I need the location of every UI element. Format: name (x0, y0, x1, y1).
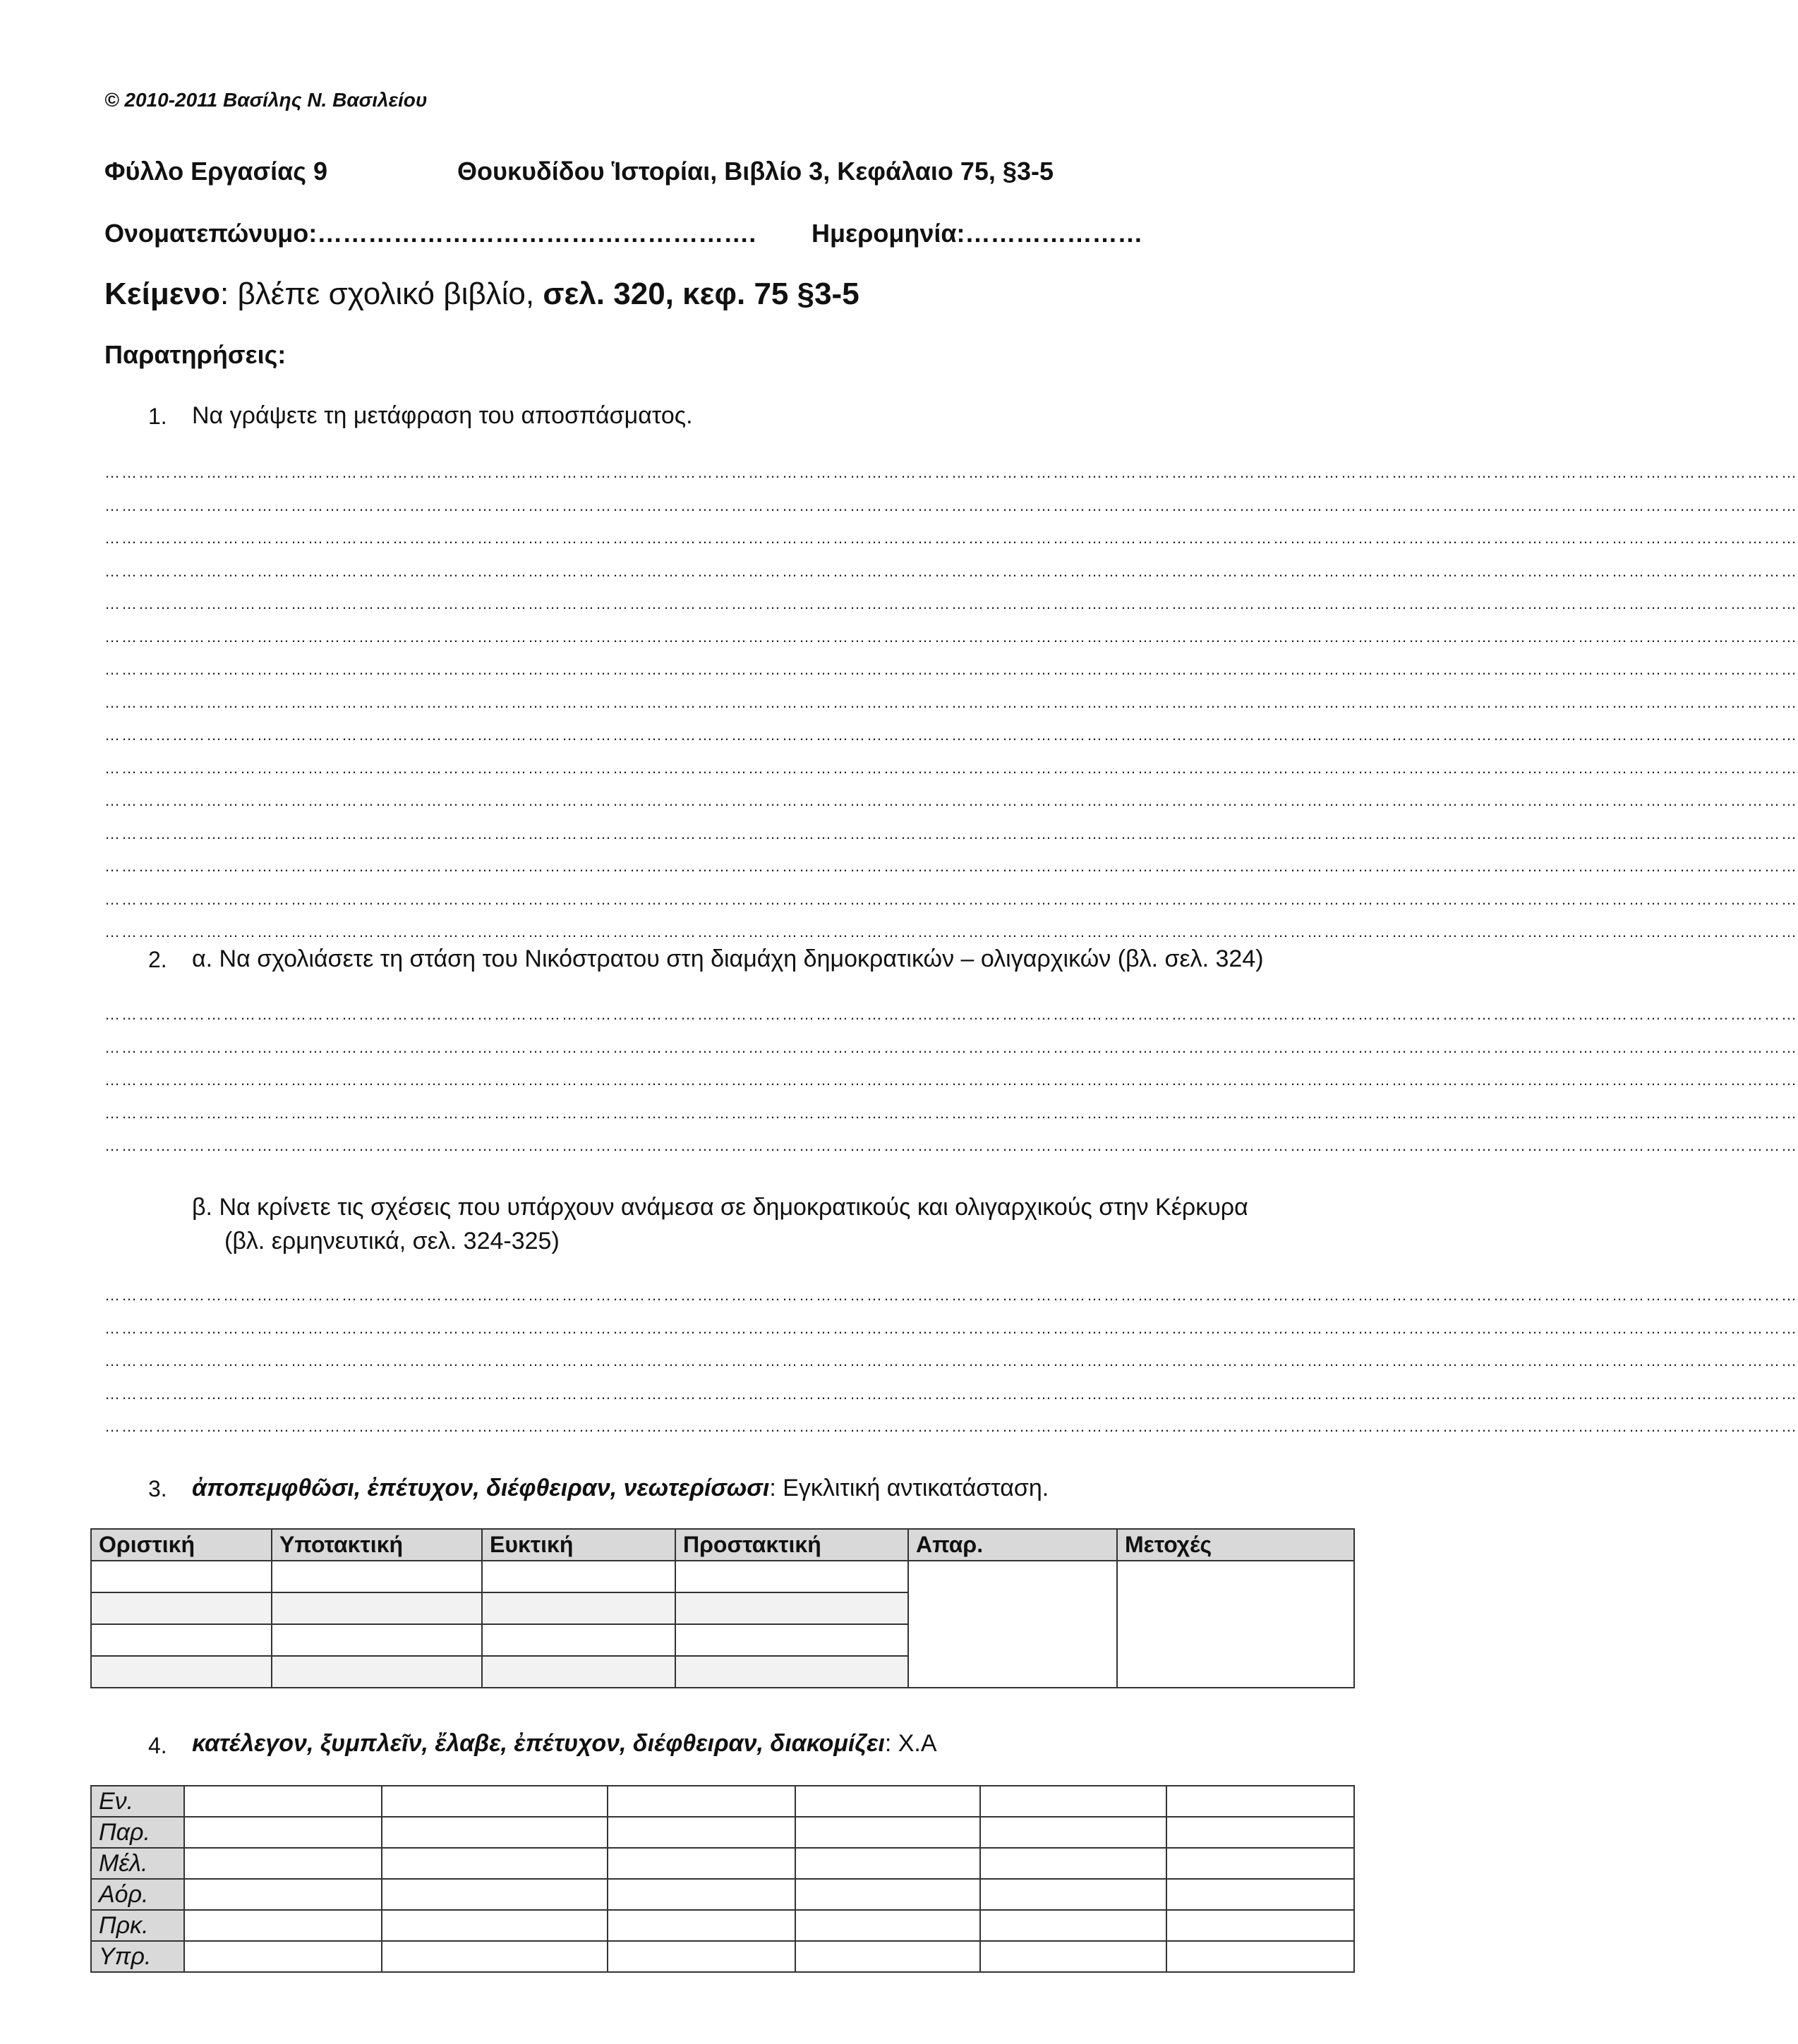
source-reference: Θουκυδίδου Ἱστορίαι, Βιβλίο 3, Κεφάλαιο 75, §3-5 (457, 157, 1054, 186)
table-cell[interactable] (795, 1879, 980, 1910)
table-cell[interactable] (1166, 1848, 1354, 1879)
tense-row (91, 1879, 1354, 1910)
question-4-text (192, 1730, 937, 1758)
tense-table (90, 1785, 1355, 1973)
dotted-answer-line[interactable]: ………………………………………………………………………………………………………………………………………………………………………………………………………………………………………………………………………… (104, 1103, 1798, 1122)
table-cell[interactable] (482, 1561, 675, 1592)
question-4-instruction: : Χ.Α (884, 1730, 937, 1757)
table-cell[interactable] (675, 1656, 908, 1688)
table-cell[interactable] (272, 1656, 482, 1688)
table-cell[interactable] (980, 1910, 1166, 1941)
dotted-answer-line[interactable]: ………………………………………………………………………………………………………………………………………………………………………………………………………………………………………………………………………… (104, 660, 1798, 678)
name-field[interactable]: Ονοματεπώνυμο:……………………………………………. (104, 219, 756, 248)
table-cell[interactable] (382, 1848, 608, 1879)
dotted-answer-line[interactable]: ………………………………………………………………………………………………………………………………………………………………………………………………………………………………………………………………………… (104, 758, 1798, 777)
table-cell[interactable] (272, 1592, 482, 1624)
question-2b-text: β. Να κρίνετε τις σχέσεις που υπάρχουν ανάμεσα σε δημοκρατικούς και ολιγαρχικούς στην Κέρκυρα (192, 1194, 1248, 1221)
copyright-notice: © 2010-2011 Βασίλης Ν. Βασιλείου (104, 89, 428, 111)
table-cell[interactable] (608, 1910, 795, 1941)
mood-table (90, 1528, 1355, 1688)
dotted-answer-line[interactable]: ………………………………………………………………………………………………………………………………………………………………………………………………………………………………………………………………………… (104, 890, 1798, 908)
tense-label: Μέλ. (91, 1848, 184, 1879)
table-cell-metoxes[interactable] (1117, 1561, 1354, 1688)
dotted-answer-line[interactable]: ………………………………………………………………………………………………………………………………………………………………………………………………………………………………………………………………………… (104, 595, 1798, 612)
dotted-answer-line[interactable]: ………………………………………………………………………………………………………………………………………………………………………………………………………………………………………………………………………… (104, 1005, 1798, 1023)
table-cell[interactable] (675, 1624, 908, 1656)
table-cell[interactable] (980, 1879, 1166, 1910)
tense-label: Πρκ. (91, 1910, 184, 1941)
header-oristiki: Οριστική (91, 1529, 272, 1561)
table-cell[interactable] (91, 1656, 272, 1688)
tense-row (91, 1817, 1354, 1848)
table-cell[interactable] (184, 1879, 382, 1910)
tense-label: Αόρ. (91, 1879, 184, 1910)
table-cell[interactable] (1166, 1817, 1354, 1848)
question-4-number: 4. (148, 1733, 167, 1758)
question-2b-text-cont: (βλ. ερμηνευτικά, σελ. 324-325) (224, 1228, 560, 1254)
table-cell[interactable] (795, 1817, 980, 1848)
table-cell[interactable] (608, 1879, 795, 1910)
table-cell[interactable] (795, 1786, 980, 1817)
table-cell[interactable] (482, 1656, 675, 1688)
text-reference-page: σελ. 320, κεφ. 75 §3-5 (543, 277, 859, 311)
tense-label: Εν. (91, 1786, 184, 1817)
question-2a-text: α. Να σχολιάσετε τη στάση του Νικόστρατου στη διαμάχη δημοκρατικών – ολιγαρχικών (βλ. σελ. 324) (192, 945, 1264, 972)
text-reference-middle: : βλέπε σχολικό βιβλίο, (220, 277, 543, 311)
dotted-answer-line[interactable]: ………………………………………………………………………………………………………………………………………………………………………………………………………………………………………………………………………… (104, 1038, 1798, 1056)
dotted-answer-line[interactable]: ………………………………………………………………………………………………………………………………………………………………………………………………………………………………………………………………………… (104, 562, 1798, 580)
header-apar: Απαρ. (908, 1529, 1117, 1561)
dotted-answer-line[interactable]: ………………………………………………………………………………………………………………………………………………………………………………………………………………………………………………………………………… (104, 792, 1798, 809)
question-2-number: 2. (148, 947, 167, 972)
dotted-answer-line[interactable]: ………………………………………………………………………………………………………………………………………………………………………………………………………………………………………………………………………… (104, 464, 1798, 481)
table-cell[interactable] (675, 1561, 908, 1592)
table-cell[interactable] (91, 1592, 272, 1624)
table-cell[interactable] (980, 1786, 1166, 1817)
dotted-answer-line[interactable]: ………………………………………………………………………………………………………………………………………………………………………………………………………………………………………………………………………… (104, 1286, 1798, 1304)
dotted-answer-line[interactable]: ………………………………………………………………………………………………………………………………………………………………………………………………………………………………………………………………………… (104, 496, 1798, 514)
dotted-answer-line[interactable]: ………………………………………………………………………………………………………………………………………………………………………………………………………………………………………………………………………… (104, 1352, 1798, 1369)
table-cell[interactable] (1166, 1879, 1354, 1910)
table-cell[interactable] (795, 1910, 980, 1941)
question-3-text (192, 1475, 1049, 1502)
tense-row (91, 1941, 1354, 1972)
worksheet-title: Φύλλο Εργασίας 9 (104, 157, 328, 186)
tense-row (91, 1910, 1354, 1941)
table-cell[interactable] (608, 1817, 795, 1848)
table-cell[interactable] (482, 1624, 675, 1656)
table-cell[interactable] (382, 1786, 608, 1817)
tense-label: Υπρ. (91, 1941, 184, 1972)
table-cell[interactable] (184, 1910, 382, 1941)
dotted-answer-line[interactable]: ………………………………………………………………………………………………………………………………………………………………………………………………………………………………………………………………………… (104, 529, 1798, 547)
tense-label: Παρ. (91, 1817, 184, 1848)
table-cell[interactable] (608, 1848, 795, 1879)
table-cell[interactable] (608, 1941, 795, 1972)
question-3-number: 3. (148, 1476, 167, 1501)
dotted-answer-line[interactable]: ………………………………………………………………………………………………………………………………………………………………………………………………………………………………………………………………………… (104, 1319, 1798, 1337)
question-1-text: Να γράψετε τη μετάφραση του αποσπάσματος. (192, 402, 693, 429)
table-cell[interactable] (1166, 1910, 1354, 1941)
table-cell[interactable] (1166, 1786, 1354, 1817)
header-metoxes: Μετοχές (1117, 1529, 1354, 1561)
table-cell[interactable] (382, 1910, 608, 1941)
table-cell[interactable] (608, 1786, 795, 1817)
table-cell[interactable] (675, 1592, 908, 1624)
table-cell[interactable] (382, 1817, 608, 1848)
dotted-answer-line[interactable]: ………………………………………………………………………………………………………………………………………………………………………………………………………………………………………………………………………… (104, 824, 1798, 842)
table-cell[interactable] (184, 1848, 382, 1879)
header-prostaktiki: Προστακτική (675, 1529, 908, 1561)
table-cell[interactable] (980, 1848, 1166, 1879)
table-cell[interactable] (272, 1624, 482, 1656)
dotted-answer-line[interactable]: ………………………………………………………………………………………………………………………………………………………………………………………………………………………………………………………………………… (104, 1417, 1798, 1435)
dotted-answer-line[interactable]: ………………………………………………………………………………………………………………………………………………………………………………………………………………………………………………………………………… (104, 693, 1798, 711)
table-cell[interactable] (980, 1817, 1166, 1848)
dotted-answer-line[interactable]: ………………………………………………………………………………………………………………………………………………………………………………………………………………………………………………………………………… (104, 923, 1798, 941)
dotted-answer-line[interactable]: ………………………………………………………………………………………………………………………………………………………………………………………………………………………………………………………………………… (104, 726, 1798, 744)
dotted-answer-line[interactable]: ………………………………………………………………………………………………………………………………………………………………………………………………………………………………………………………………………… (104, 1384, 1798, 1403)
table-cell[interactable] (1166, 1941, 1354, 1972)
text-reference-label: Κείμενο (104, 277, 221, 311)
dotted-answer-line[interactable]: ………………………………………………………………………………………………………………………………………………………………………………………………………………………………………………………………………… (104, 1071, 1798, 1089)
table-cell[interactable] (184, 1941, 382, 1972)
table-cell[interactable] (184, 1786, 382, 1817)
question-3-instruction: : Εγκλιτική αντικατάσταση. (769, 1475, 1049, 1501)
tense-row (91, 1848, 1354, 1879)
question-3-words: ἀποπεμφθῶσι, ἐπέτυχον, διέφθειραν, νεωτερίσωσι (192, 1475, 770, 1501)
header-eyktiki: Ευκτική (482, 1529, 675, 1561)
dotted-answer-line[interactable]: ………………………………………………………………………………………………………………………………………………………………………………………………………………………………………………………………………… (104, 857, 1798, 875)
table-cell[interactable] (482, 1592, 675, 1624)
tense-row (91, 1786, 1354, 1817)
table-cell[interactable] (272, 1561, 482, 1592)
table-cell[interactable] (382, 1941, 608, 1972)
dotted-answer-line[interactable]: ………………………………………………………………………………………………………………………………………………………………………………………………………………………………………………………………………… (104, 1137, 1798, 1154)
table-cell[interactable] (382, 1879, 608, 1910)
dotted-answer-line[interactable]: ………………………………………………………………………………………………………………………………………………………………………………………………………………………………………………………………………… (104, 627, 1798, 646)
notes-title: Παρατηρήσεις: (104, 340, 286, 369)
text-reference (104, 277, 859, 312)
header-ypotaktiki: Υποτακτική (272, 1529, 482, 1561)
question-4-words: κατέλεγον, ξυμπλεῖν, ἔλαβε, ἐπέτυχον, διέφθειραν, διακομίζει (192, 1730, 885, 1757)
question-1-number: 1. (148, 404, 167, 429)
table-cell[interactable] (980, 1941, 1166, 1972)
table-cell-apar[interactable] (908, 1561, 1117, 1688)
date-field[interactable]: Ημερομηνία:………………… (811, 219, 1143, 248)
table-cell[interactable] (184, 1817, 382, 1848)
table-cell[interactable] (91, 1624, 272, 1656)
table-cell[interactable] (795, 1941, 980, 1972)
table-cell[interactable] (795, 1848, 980, 1879)
table-cell[interactable] (91, 1561, 272, 1592)
